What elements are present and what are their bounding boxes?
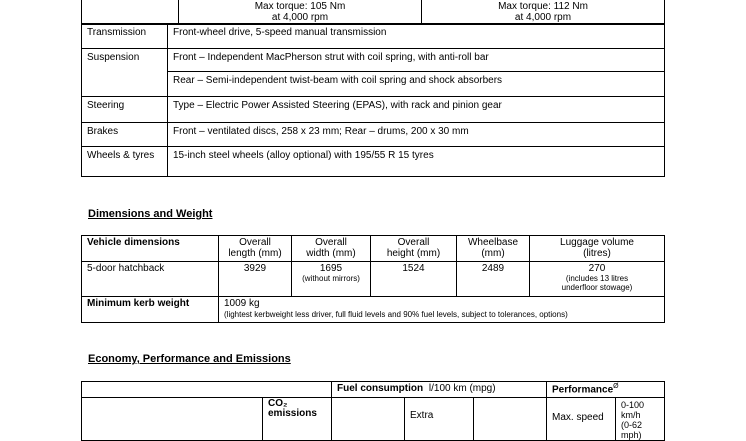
dimensions-heading: Dimensions and Weight xyxy=(88,208,213,220)
spec-row-suspension-rear xyxy=(82,72,665,97)
engine-torque-table xyxy=(81,0,665,25)
fuel-col-extra xyxy=(405,398,474,441)
kerb-weight-row xyxy=(82,297,665,323)
row-label-hatchback: 5-door hatchback xyxy=(82,262,219,297)
torque-right: Max torque: 112 Nm xyxy=(498,1,588,12)
kerb-weight-cell xyxy=(219,297,665,323)
economy-subheader-row xyxy=(82,398,665,441)
spec-row-transmission xyxy=(82,24,665,49)
width-note: (without mirrors) xyxy=(302,274,360,283)
vehicle-dimensions-label: Vehicle dimensions xyxy=(82,236,219,262)
economy-label-col xyxy=(82,398,263,441)
extra-label: Extra xyxy=(410,410,434,421)
col-width xyxy=(292,236,371,262)
luggage-note-2: underfloor stowage) xyxy=(561,283,633,292)
co2-header xyxy=(263,398,332,441)
value-length: 3929 xyxy=(219,262,292,297)
accel-label: 0-100 km/h xyxy=(621,400,645,420)
torque-left: Max torque: 105 Nm xyxy=(254,1,346,12)
spec-value: Front – Independent MacPherson strut with coil spring, with anti-roll bar xyxy=(168,49,665,72)
economy-header-row xyxy=(82,382,665,398)
spec-value: Front – ventilated discs, 258 x 23 mm; Rear – drums, 200 x 30 mm xyxy=(168,123,665,147)
engine-label-cell xyxy=(82,0,179,25)
spec-label: Wheels & tyres xyxy=(82,147,168,177)
emissions-label: emissions xyxy=(268,408,317,419)
col-wheelbase-line1: Wheelbase xyxy=(467,237,519,248)
col-height-line2: height (mm) xyxy=(386,248,441,259)
dimensions-header-row xyxy=(82,236,665,262)
kerb-weight-note: (lightest kerbweight less driver, full fluid levels and 90% fuel levels, subject to tolerances, options) xyxy=(224,310,568,319)
value-width: 1695 xyxy=(319,263,343,274)
dimensions-value-row xyxy=(82,262,665,297)
spec-row-brakes xyxy=(82,123,665,147)
col-wheelbase-line2: (mm) xyxy=(481,248,505,259)
luggage-note-1: (includes 13 litres xyxy=(565,274,629,283)
spec-value: Front-wheel drive, 5-speed manual transmission xyxy=(168,24,665,49)
max-speed-label: Max. speed xyxy=(552,412,604,423)
economy-table xyxy=(81,381,665,441)
fuel-consumption-unit: l/100 km (mpg) xyxy=(428,383,496,394)
spec-value: 15-inch steel wheels (alloy optional) with 195/55 R 15 tyres xyxy=(168,147,665,177)
dimensions-table xyxy=(81,235,665,323)
spec-value: Rear – Semi-independent twist-beam with coil spring and shock absorbers xyxy=(168,72,665,97)
spec-label: Suspension xyxy=(82,49,168,97)
co2-label: CO₂ xyxy=(268,398,288,409)
performance-header xyxy=(547,382,665,398)
col-length-line1: Overall xyxy=(239,237,271,248)
spec-label: Brakes xyxy=(82,123,168,147)
col-width-line1: Overall xyxy=(315,237,347,248)
col-height xyxy=(371,236,457,262)
performance-label: Performance xyxy=(552,384,614,396)
fuel-col-3 xyxy=(474,398,547,441)
col-luggage-line1: Luggage volume xyxy=(560,237,634,248)
spec-row-suspension xyxy=(82,49,665,72)
max-speed-header xyxy=(547,398,616,441)
spec-row-steering xyxy=(82,97,665,123)
spec-table xyxy=(81,23,665,177)
torque-left-cell xyxy=(179,0,422,25)
col-luggage xyxy=(530,236,665,262)
col-length xyxy=(219,236,292,262)
accel-sub: (0-62 mph) xyxy=(621,420,643,440)
col-length-line2: length (mm) xyxy=(228,248,282,259)
fuel-consumption-label: Fuel consumption xyxy=(337,383,424,394)
col-width-line2: width (mm) xyxy=(306,248,356,259)
rpm-right: at 4,000 rpm xyxy=(514,12,572,23)
performance-sup: Ø xyxy=(613,383,619,390)
value-wheelbase: 2489 xyxy=(457,262,530,297)
spec-row-wheels xyxy=(82,147,665,177)
value-luggage-cell xyxy=(530,262,665,297)
economy-heading: Economy, Performance and Emissions xyxy=(88,353,291,365)
spec-label: Transmission xyxy=(82,24,168,49)
rpm-left: at 4,000 rpm xyxy=(271,12,329,23)
col-wheelbase xyxy=(457,236,530,262)
col-height-line1: Overall xyxy=(397,237,430,248)
spec-value: Type – Electric Power Assisted Steering (EPAS), with rack and pinion gear xyxy=(168,97,665,123)
spec-label: Steering xyxy=(82,97,168,123)
torque-right-cell xyxy=(422,0,665,25)
economy-blank-header xyxy=(82,382,332,398)
kerb-weight-value: 1009 kg xyxy=(224,298,260,309)
value-height: 1524 xyxy=(371,262,457,297)
accel-header xyxy=(616,398,665,441)
fuel-col-1 xyxy=(332,398,405,441)
col-luggage-line2: (litres) xyxy=(583,248,611,259)
value-width-cell xyxy=(292,262,371,297)
fuel-consumption-header xyxy=(332,382,547,398)
kerb-weight-label: Minimum kerb weight xyxy=(82,297,219,323)
value-luggage: 270 xyxy=(588,263,606,274)
